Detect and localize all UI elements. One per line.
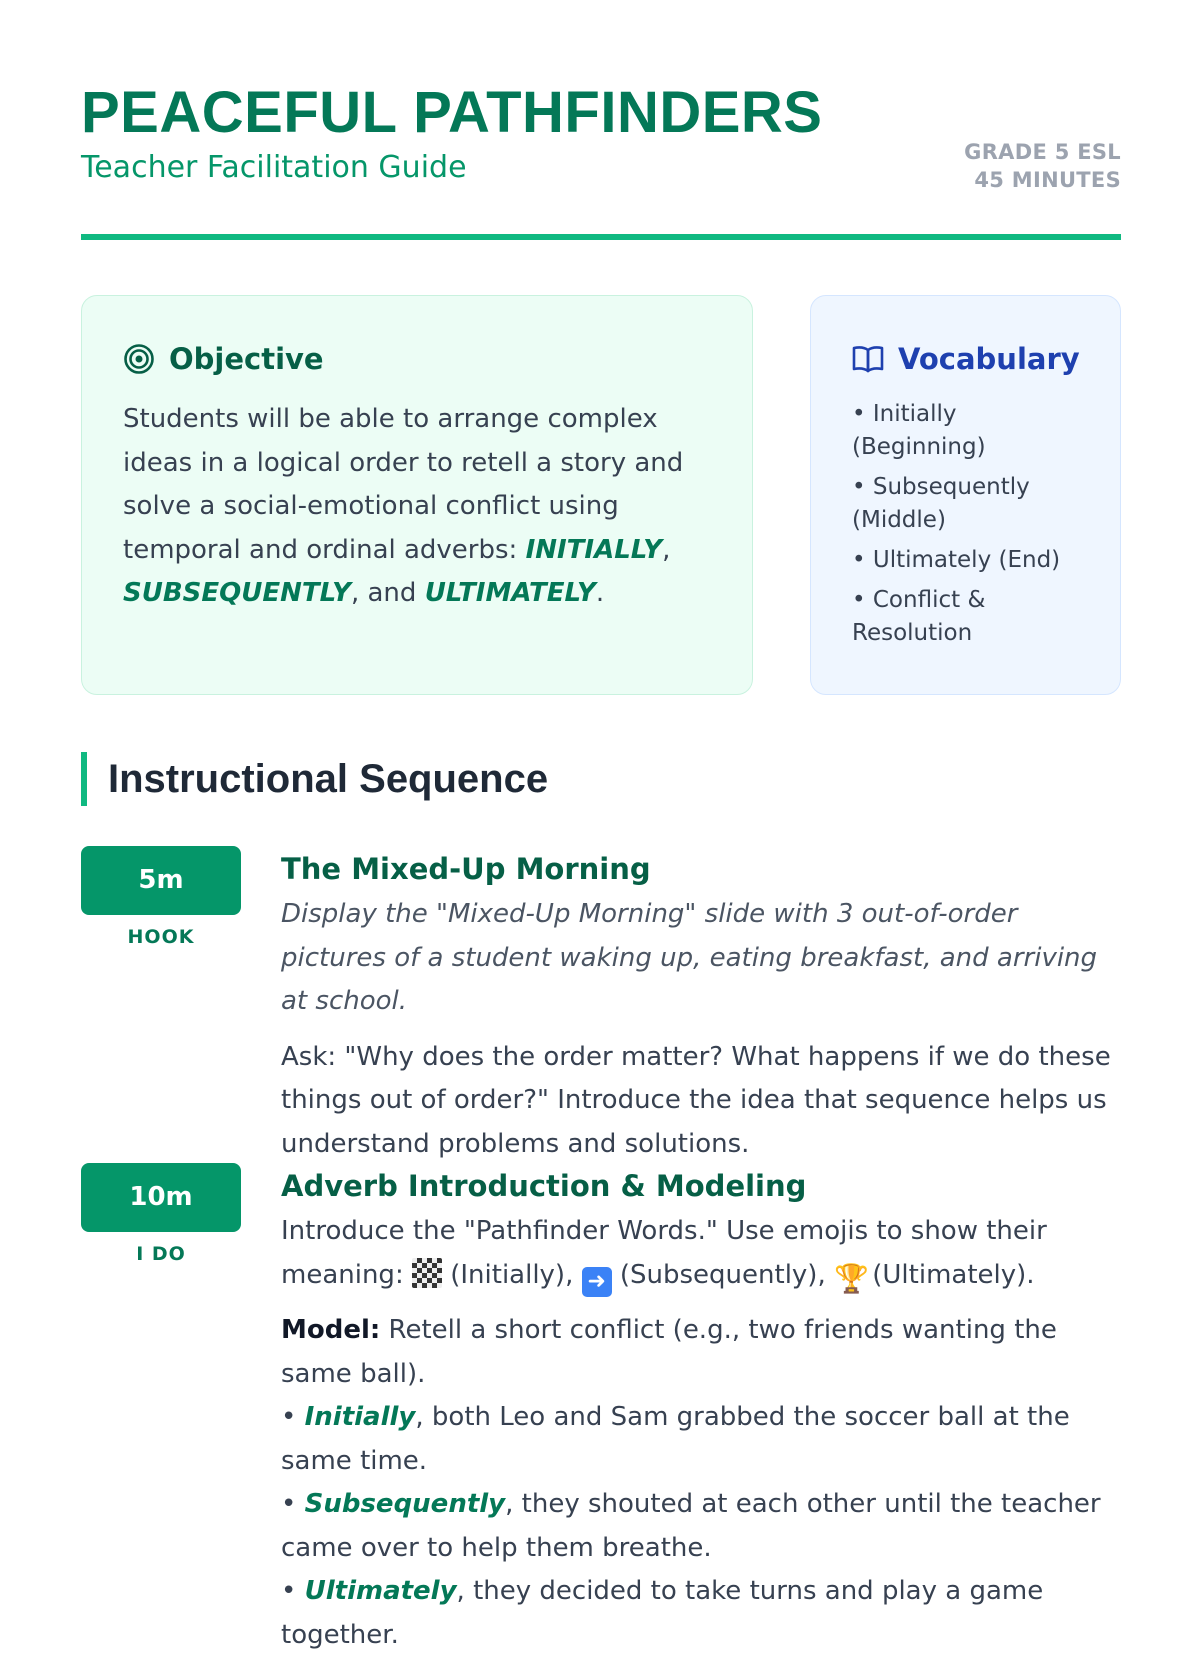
header-divider <box>81 234 1121 240</box>
emoji-label-initially: (Initially), <box>450 1259 582 1290</box>
page-title: PEACEFUL PATHFINDERS <box>81 80 823 145</box>
checkered-flag-icon <box>412 1258 442 1288</box>
model-text: Retell a short conflict (e.g., two friends wanting the same ball). <box>281 1315 1057 1389</box>
objective-card <box>81 295 753 695</box>
example-keyword: Ultimately <box>304 1576 457 1606</box>
phase-label: HOOK <box>127 926 195 948</box>
vocabulary-item: • Ultimately (End) <box>852 547 1061 573</box>
section-accent-bar <box>81 752 87 806</box>
vocabulary-item: • Conflict & Resolution <box>852 587 986 646</box>
page-subtitle: Teacher Facilitation Guide <box>81 150 467 185</box>
step-intro-text: Introduce the "Pathfinder Words." Use emojis to show their meaning: <box>281 1216 1047 1290</box>
vocabulary-item: • Initially (Beginning) <box>852 401 986 460</box>
keyword-ultimately: ULTIMATELY <box>424 578 596 608</box>
example-keyword: Subsequently <box>304 1489 506 1519</box>
grade-label: GRADE 5 ESL <box>964 140 1121 164</box>
example-line <box>281 1570 1121 1657</box>
objective-text-body: Students will be able to arrange complex ideas in a logical order to retell a story and solve a social-emotional conflict using temporal and ordinal adverbs: <box>123 404 684 565</box>
objective-heading: Objective <box>169 342 324 376</box>
vocabulary-heading: Vocabulary <box>898 342 1080 376</box>
emoji-label-subsequently: (Subsequently), <box>619 1259 834 1290</box>
vocabulary-header <box>852 342 1120 376</box>
emoji-label-ultimately: (Ultimately). <box>872 1259 1035 1290</box>
book-icon <box>852 344 884 374</box>
vocabulary-card <box>810 295 1121 695</box>
time-badge: 10m <box>81 1163 241 1232</box>
bullet: • <box>281 1489 305 1519</box>
example-line <box>281 1396 1121 1483</box>
time-badge: 5m <box>81 846 241 915</box>
example-text: , both Leo and Sam grabbed the soccer ball at the same time. <box>281 1402 1070 1476</box>
duration-label: 45 MINUTES <box>974 168 1121 192</box>
model-label: Model: <box>281 1315 381 1345</box>
keyword-subsequently: SUBSEQUENTLY <box>123 578 351 608</box>
target-icon <box>123 343 155 375</box>
example-line <box>281 1483 1121 1570</box>
objective-text <box>123 398 712 616</box>
objective-end: . <box>595 578 605 608</box>
keyword-initially: INITIALLY <box>525 534 663 565</box>
step-note: Display the "Mixed-Up Morning" slide with 3 out-of-order pictures of a student waking up, eating breakfast, and arriving at school. <box>281 899 1098 1016</box>
lesson-meta <box>964 138 1121 194</box>
step-title: Adverb Introduction & Modeling <box>281 1169 807 1203</box>
example-text: , they decided to take turns and play a game together. <box>281 1576 1044 1650</box>
vocabulary-list <box>852 398 1090 650</box>
phase-label: I DO <box>136 1243 186 1265</box>
objective-sep-2: , and <box>350 578 425 608</box>
trophy-icon: 🏆 <box>833 1261 869 1295</box>
bullet: • <box>281 1402 305 1432</box>
step-intro <box>281 1210 1121 1297</box>
header <box>81 78 1121 192</box>
step-body <box>281 1163 1121 1657</box>
right-arrow-icon: ➜ <box>582 1267 612 1297</box>
section-title: Instructional Sequence <box>108 757 549 801</box>
vocabulary-item: • Subsequently (Middle) <box>852 474 1030 533</box>
example-keyword: Initially <box>304 1402 416 1432</box>
example-text: , they shouted at each other until the teacher came over to help them breathe. <box>281 1489 1101 1563</box>
objective-sep-1: , <box>662 534 671 565</box>
step-text: Ask: "Why does the order matter? What happens if we do these things out of order?" Introduce the idea that sequence helps us understand problems and solutions. <box>281 1041 1111 1159</box>
step-body <box>281 846 1121 1166</box>
model-paragraph <box>281 1309 1121 1396</box>
objective-header <box>123 342 752 376</box>
bullet: • <box>281 1576 305 1606</box>
step-title: The Mixed-Up Morning <box>281 852 651 886</box>
